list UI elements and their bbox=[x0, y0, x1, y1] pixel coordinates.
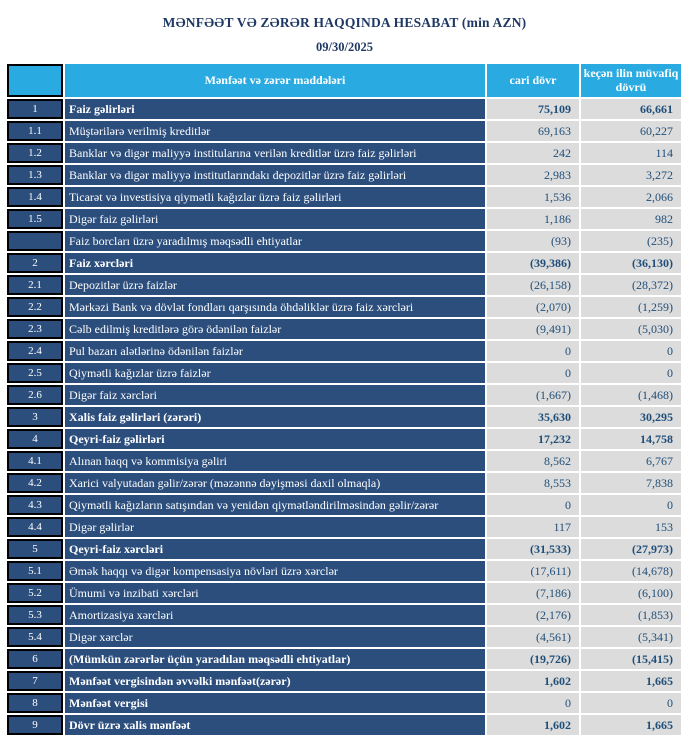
previous-period-value: 3,272 bbox=[581, 165, 681, 185]
table-row bbox=[7, 231, 681, 251]
row-number-cell: 2.5 bbox=[7, 363, 63, 383]
table-row bbox=[7, 583, 681, 603]
item-label: Müştərilərə verilmiş kreditlər bbox=[65, 121, 485, 141]
row-number-cell: 2.4 bbox=[7, 341, 63, 361]
table-row bbox=[7, 165, 681, 185]
row-number-cell: 6 bbox=[7, 649, 63, 669]
previous-period-value: 153 bbox=[581, 517, 681, 537]
previous-period-value: 60,227 bbox=[581, 121, 681, 141]
row-number-cell: 4 bbox=[7, 429, 63, 449]
table-row bbox=[7, 187, 681, 207]
current-period-value: 0 bbox=[487, 693, 579, 713]
current-period-value: 1,602 bbox=[487, 671, 579, 691]
row-number-cell: 4.1 bbox=[7, 451, 63, 471]
table-row bbox=[7, 473, 681, 493]
current-period-value: (2,176) bbox=[487, 605, 579, 625]
item-label: Dövr üzrə xalis mənfəət bbox=[65, 715, 485, 735]
row-number-cell: 1.4 bbox=[7, 187, 63, 207]
row-number-cell: 8 bbox=[7, 693, 63, 713]
row-number-cell: 2.2 bbox=[7, 297, 63, 317]
item-label: Xalis faiz gəlirləri (zərəri) bbox=[65, 407, 485, 427]
current-period-value: 8,562 bbox=[487, 451, 579, 471]
item-label: Digər faiz xərcləri bbox=[65, 385, 485, 405]
current-period-value: (1,667) bbox=[487, 385, 579, 405]
row-number-cell: 4.4 bbox=[7, 517, 63, 537]
table-row bbox=[7, 561, 681, 581]
row-number-cell: 5.4 bbox=[7, 627, 63, 647]
previous-period-value: (5,341) bbox=[581, 627, 681, 647]
item-label: Mənfəət vergisi bbox=[65, 693, 485, 713]
table-body bbox=[7, 99, 681, 735]
table-row bbox=[7, 693, 681, 713]
item-label: Mənfəət vergisindən əvvəlki mənfəət(zərər) bbox=[65, 671, 485, 691]
table-row bbox=[7, 605, 681, 625]
previous-period-value: 0 bbox=[581, 693, 681, 713]
current-period-value: (26,158) bbox=[487, 275, 579, 295]
item-label: Depozitlər üzrə faizlər bbox=[65, 275, 485, 295]
previous-period-value: (1,853) bbox=[581, 605, 681, 625]
item-label: Qiymətli kağızlar üzrə faizlər bbox=[65, 363, 485, 383]
table-row bbox=[7, 429, 681, 449]
current-period-value: (9,491) bbox=[487, 319, 579, 339]
current-period-value: (31,533) bbox=[487, 539, 579, 559]
previous-period-value: (6,100) bbox=[581, 583, 681, 603]
current-period-value: (2,070) bbox=[487, 297, 579, 317]
current-period-value: 242 bbox=[487, 143, 579, 163]
row-number-cell: 2.3 bbox=[7, 319, 63, 339]
previous-period-value: 30,295 bbox=[581, 407, 681, 427]
row-number-cell: 2 bbox=[7, 253, 63, 273]
table-row bbox=[7, 627, 681, 647]
row-number-cell: 5 bbox=[7, 539, 63, 559]
item-label: Pul bazarı alətlərinə ödənilən faizlər bbox=[65, 341, 485, 361]
table-row bbox=[7, 363, 681, 383]
row-number-cell: 4.3 bbox=[7, 495, 63, 515]
row-number-cell: 1.5 bbox=[7, 209, 63, 229]
current-period-value: 1,602 bbox=[487, 715, 579, 735]
row-number-cell: 1.1 bbox=[7, 121, 63, 141]
table-row bbox=[7, 209, 681, 229]
row-number-cell: 1.2 bbox=[7, 143, 63, 163]
previous-period-value: (5,030) bbox=[581, 319, 681, 339]
table-row bbox=[7, 121, 681, 141]
row-number-cell: 3 bbox=[7, 407, 63, 427]
item-label: Faiz xərcləri bbox=[65, 253, 485, 273]
table-row bbox=[7, 341, 681, 361]
item-label: Digər faiz gəlirləri bbox=[65, 209, 485, 229]
item-label: Digər gəlirlər bbox=[65, 517, 485, 537]
header-previous-period: keçən ilin müvafiq dövrü bbox=[581, 64, 681, 97]
item-label: Ticarət və investisiya qiymətli kağızlar üzrə faiz gəlirləri bbox=[65, 187, 485, 207]
row-number-cell bbox=[7, 231, 63, 251]
row-number-cell: 5.3 bbox=[7, 605, 63, 625]
table-header-row bbox=[7, 64, 681, 97]
current-period-value: 8,553 bbox=[487, 473, 579, 493]
previous-period-value: (1,259) bbox=[581, 297, 681, 317]
row-number-cell: 7 bbox=[7, 671, 63, 691]
current-period-value: (39,386) bbox=[487, 253, 579, 273]
table-row bbox=[7, 297, 681, 317]
report-table bbox=[5, 62, 683, 737]
item-label: Cəlb edilmiş kreditlərə görə ödənilən faizlər bbox=[65, 319, 485, 339]
item-label: Xarici valyutadan gəlir/zərər (məzənnə dəyişməsi daxil olmaqla) bbox=[65, 473, 485, 493]
table-row bbox=[7, 517, 681, 537]
item-label: Alınan haqq və kommisiya gəliri bbox=[65, 451, 485, 471]
row-number-cell: 5.1 bbox=[7, 561, 63, 581]
previous-period-value: (36,130) bbox=[581, 253, 681, 273]
row-number-cell: 4.2 bbox=[7, 473, 63, 493]
current-period-value: 69,163 bbox=[487, 121, 579, 141]
current-period-value: (19,726) bbox=[487, 649, 579, 669]
current-period-value: (7,186) bbox=[487, 583, 579, 603]
table-row bbox=[7, 649, 681, 669]
row-number-cell: 2.1 bbox=[7, 275, 63, 295]
header-items-label: Mənfəət və zərər maddələri bbox=[65, 64, 485, 97]
item-label: Ümumi və inzibati xərcləri bbox=[65, 583, 485, 603]
previous-period-value: 0 bbox=[581, 495, 681, 515]
table-row bbox=[7, 451, 681, 471]
table-row bbox=[7, 319, 681, 339]
current-period-value: 1,536 bbox=[487, 187, 579, 207]
table-row bbox=[7, 715, 681, 735]
current-period-value: (4,561) bbox=[487, 627, 579, 647]
current-period-value: 35,630 bbox=[487, 407, 579, 427]
table-row bbox=[7, 275, 681, 295]
current-period-value: 0 bbox=[487, 495, 579, 515]
report-date: 09/30/2025 bbox=[316, 40, 373, 54]
table-row bbox=[7, 253, 681, 273]
current-period-value: 1,186 bbox=[487, 209, 579, 229]
report-title: MƏNFƏƏT VƏ ZƏRƏR HAQQINDA HESABAT (min AZN) bbox=[162, 15, 527, 30]
item-label: (Mümkün zərərlər üçün yaradılan məqsədli ehtiyatlar) bbox=[65, 649, 485, 669]
current-period-value: 17,232 bbox=[487, 429, 579, 449]
header-number-cell bbox=[7, 64, 63, 97]
previous-period-value: 982 bbox=[581, 209, 681, 229]
row-number-cell: 1.3 bbox=[7, 165, 63, 185]
previous-period-value: 14,758 bbox=[581, 429, 681, 449]
current-period-value: 2,983 bbox=[487, 165, 579, 185]
table-row bbox=[7, 99, 681, 119]
current-period-value: 0 bbox=[487, 363, 579, 383]
previous-period-value: 1,665 bbox=[581, 715, 681, 735]
table-row bbox=[7, 539, 681, 559]
item-label: Banklar və digər maliyyə institutlarındakı depozitlər üzrə faiz gəlirləri bbox=[65, 165, 485, 185]
item-label: Faiz gəlirləri bbox=[65, 99, 485, 119]
item-label: Banklar və digər maliyyə institularına verilən kreditlər üzrə faiz gəlirləri bbox=[65, 143, 485, 163]
row-number-cell: 2.6 bbox=[7, 385, 63, 405]
previous-period-value: 2,066 bbox=[581, 187, 681, 207]
item-label: Qeyri-faiz gəlirləri bbox=[65, 429, 485, 449]
item-label: Mərkəzi Bank və dövlət fondları qarşısında öhdəliklər üzrə faiz xərcləri bbox=[65, 297, 485, 317]
row-number-cell: 5.2 bbox=[7, 583, 63, 603]
previous-period-value: (28,372) bbox=[581, 275, 681, 295]
item-label: Faiz borcları üzrə yaradılmış məqsədli ehtiyatlar bbox=[65, 231, 485, 251]
item-label: Əmək haqqı və digər kompensasiya növləri üzrə xərclər bbox=[65, 561, 485, 581]
previous-period-value: 6,767 bbox=[581, 451, 681, 471]
row-number-cell: 1 bbox=[7, 99, 63, 119]
table-row bbox=[7, 143, 681, 163]
table-row bbox=[7, 385, 681, 405]
previous-period-value: 114 bbox=[581, 143, 681, 163]
current-period-value: (93) bbox=[487, 231, 579, 251]
current-period-value: (17,611) bbox=[487, 561, 579, 581]
item-label: Qeyri-faiz xərcləri bbox=[65, 539, 485, 559]
row-number-cell: 9 bbox=[7, 715, 63, 735]
previous-period-value: (27,973) bbox=[581, 539, 681, 559]
item-label: Qiymətli kağızların satışından və yenidən qiymətləndirilməsindən gəlir/zərər bbox=[65, 495, 485, 515]
previous-period-value: (15,415) bbox=[581, 649, 681, 669]
current-period-value: 75,109 bbox=[487, 99, 579, 119]
current-period-value: 0 bbox=[487, 341, 579, 361]
item-label: Amortizasiya xərcləri bbox=[65, 605, 485, 625]
table-row bbox=[7, 407, 681, 427]
table-row bbox=[7, 671, 681, 691]
previous-period-value: 1,665 bbox=[581, 671, 681, 691]
previous-period-value: 0 bbox=[581, 341, 681, 361]
previous-period-value: (235) bbox=[581, 231, 681, 251]
previous-period-value: (1,468) bbox=[581, 385, 681, 405]
previous-period-value: (14,678) bbox=[581, 561, 681, 581]
previous-period-value: 7,838 bbox=[581, 473, 681, 493]
header-current-period: cari dövr bbox=[487, 64, 579, 97]
previous-period-value: 0 bbox=[581, 363, 681, 383]
current-period-value: 117 bbox=[487, 517, 579, 537]
previous-period-value: 66,661 bbox=[581, 99, 681, 119]
item-label: Digər xərclər bbox=[65, 627, 485, 647]
table-row bbox=[7, 495, 681, 515]
